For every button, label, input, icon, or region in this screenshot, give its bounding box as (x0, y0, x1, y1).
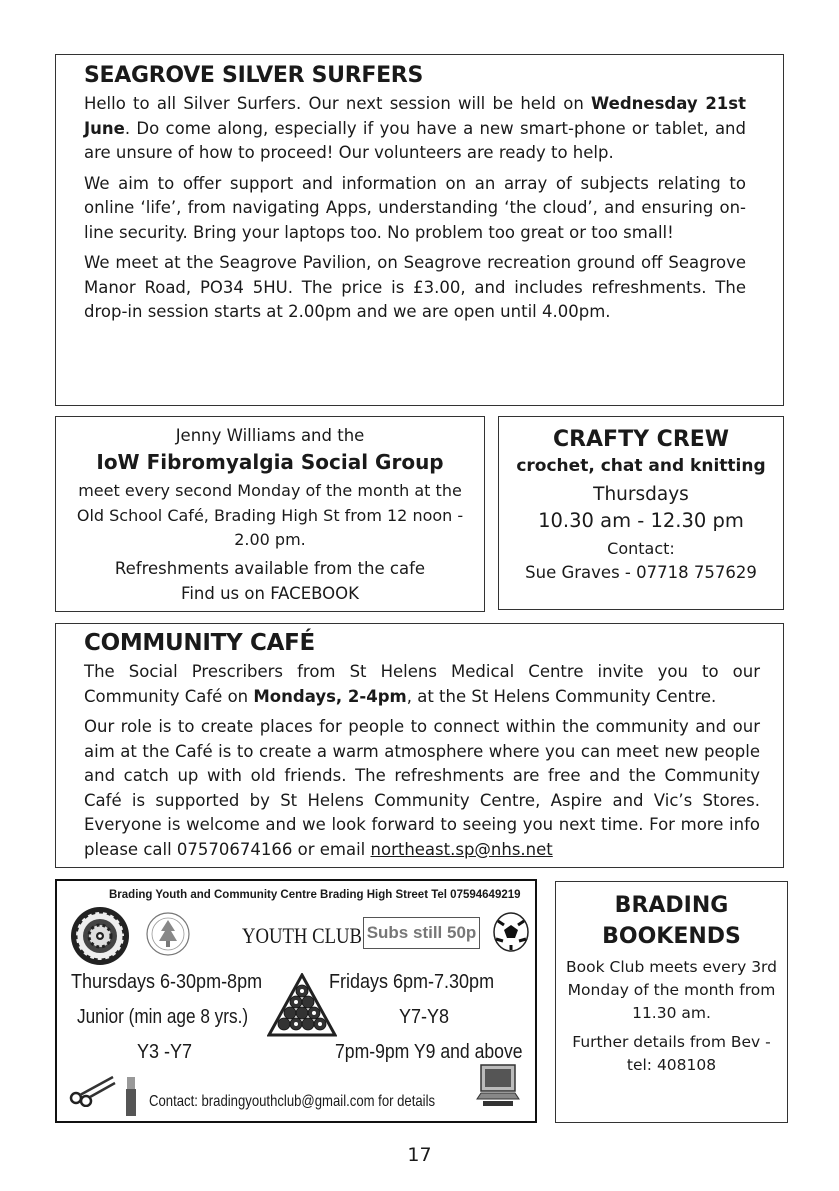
community-logo-icon (145, 911, 191, 957)
cafe-p1-text-b: , at the St Helens Community Centre. (406, 686, 717, 706)
subs-badge: Subs still 50p (363, 917, 480, 949)
cafe-paragraph-1 (84, 660, 760, 709)
cafe-title: COMMUNITY CAFÉ (84, 630, 315, 656)
computer-icon (475, 1063, 523, 1109)
cafe-p1-time: Mondays, 2-4pm (253, 686, 407, 706)
community-cafe-box (55, 623, 784, 868)
page-number: 17 (407, 1144, 432, 1166)
p1-text-a: Hello to all Silver Surfers. Our next session will be held on (84, 94, 592, 113)
cafe-paragraph-2 (84, 715, 760, 862)
cafe-p2-text: Our role is to create places for people to connect within the community and our aim at the Café is to create a warm atmosphere where you can meet new people and catch up with old friends. The refreshments are free and the Community Café is supported by St Helens Community Centre, Aspire and Vic’s Stores. Everyone is welcome and we look forward to seeing you next time. For more info please call 07570674166 or email (84, 717, 760, 859)
bookends-further: Further details from Bev - tel: 408108 (572, 1033, 771, 1074)
youth-y9: 7pm-9pm Y9 and above (335, 1041, 523, 1063)
fibro-refreshments: Refreshments available from the cafe (114, 558, 426, 578)
youth-header: Brading Youth and Community Centre Brading High Street Tel 07594649219 (109, 889, 521, 901)
bookends-details: Book Club meets every 3rd Monday of the month from 11.30 am. (566, 958, 777, 1022)
bookends-title-1: BRADING (614, 893, 729, 918)
scissors-icon (67, 1071, 119, 1107)
silver-surfers-paragraph-3: We meet at the Seagrove Pavilion, on Seagrove recreation ground off Seagrove Manor Road, PO34 5HU. The price is £3.00, and includes refreshments. The drop-in session starts at 2.00pm and we are open until 4.00pm. (84, 253, 746, 321)
crafty-day: Thursdays (593, 484, 689, 505)
bookends-title-2: BOOKENDS (602, 924, 741, 949)
silver-surfers-paragraph-1 (84, 92, 746, 166)
fibro-title: IoW Fibromyalgia Social Group (96, 450, 444, 474)
silver-surfers-title: SEAGROVE SILVER SURFERS (84, 63, 423, 88)
p1-text-b: . Do come along, especially if you have a new smart-phone or tablet, and are unsure of how to proceed! Our volunteers are ready to help. (84, 118, 746, 162)
youth-club-poster (55, 879, 537, 1123)
silver-surfers-paragraph-2: We aim to offer support and information on an array of subjects relating to online ‘life’, from navigating Apps, understanding ‘the cloud’, and ensuring on-line security. Bring your laptops too. No problem too great or too small! (84, 173, 746, 242)
cafe-email-link[interactable]: northeast.sp@nhs.net (370, 839, 553, 859)
p1-date: Wednesday 21st June (84, 94, 746, 138)
fibro-details: meet every second Monday of the month at the Old School Café, Brading High St from 12 noon - 2.00 pm. (76, 481, 464, 549)
pool-balls-icon (267, 973, 337, 1037)
youth-friday: Fridays 6pm-7.30pm (329, 971, 495, 993)
football-icon (492, 911, 530, 953)
fibromyalgia-box (55, 416, 485, 612)
crafty-contact-label: Contact: (607, 539, 675, 558)
crafty-title: CRAFTY CREW (552, 427, 730, 452)
glue-stick-icon (125, 1077, 137, 1117)
youth-club-title: YOUTH CLUB (242, 923, 362, 948)
crafty-contact: Sue Graves - 07718 757629 (525, 563, 757, 582)
silver-surfers-box (55, 54, 784, 406)
crafty-time: 10.30 am - 12.30 pm (538, 509, 744, 532)
youth-contact: Contact: bradingyouthclub@gmail.com for details (149, 1093, 436, 1110)
dartboard-icon (69, 905, 131, 967)
fibro-intro: Jenny Williams and the (175, 426, 365, 445)
youth-y7: Y7-Y8 (399, 1006, 450, 1028)
youth-y3: Y3 -Y7 (137, 1041, 193, 1063)
bookends-box (555, 881, 788, 1123)
crafty-subtitle: crochet, chat and knitting (516, 456, 766, 476)
crafty-crew-box (498, 416, 784, 610)
youth-junior: Junior (min age 8 yrs.) (77, 1006, 249, 1028)
youth-thursday: Thursdays 6-30pm-8pm (71, 971, 263, 993)
fibro-facebook: Find us on FACEBOOK (181, 583, 359, 603)
cafe-p1-text-a: The Social Prescribers from St Helens Medical Centre invite you to our Community Café on (84, 662, 760, 706)
